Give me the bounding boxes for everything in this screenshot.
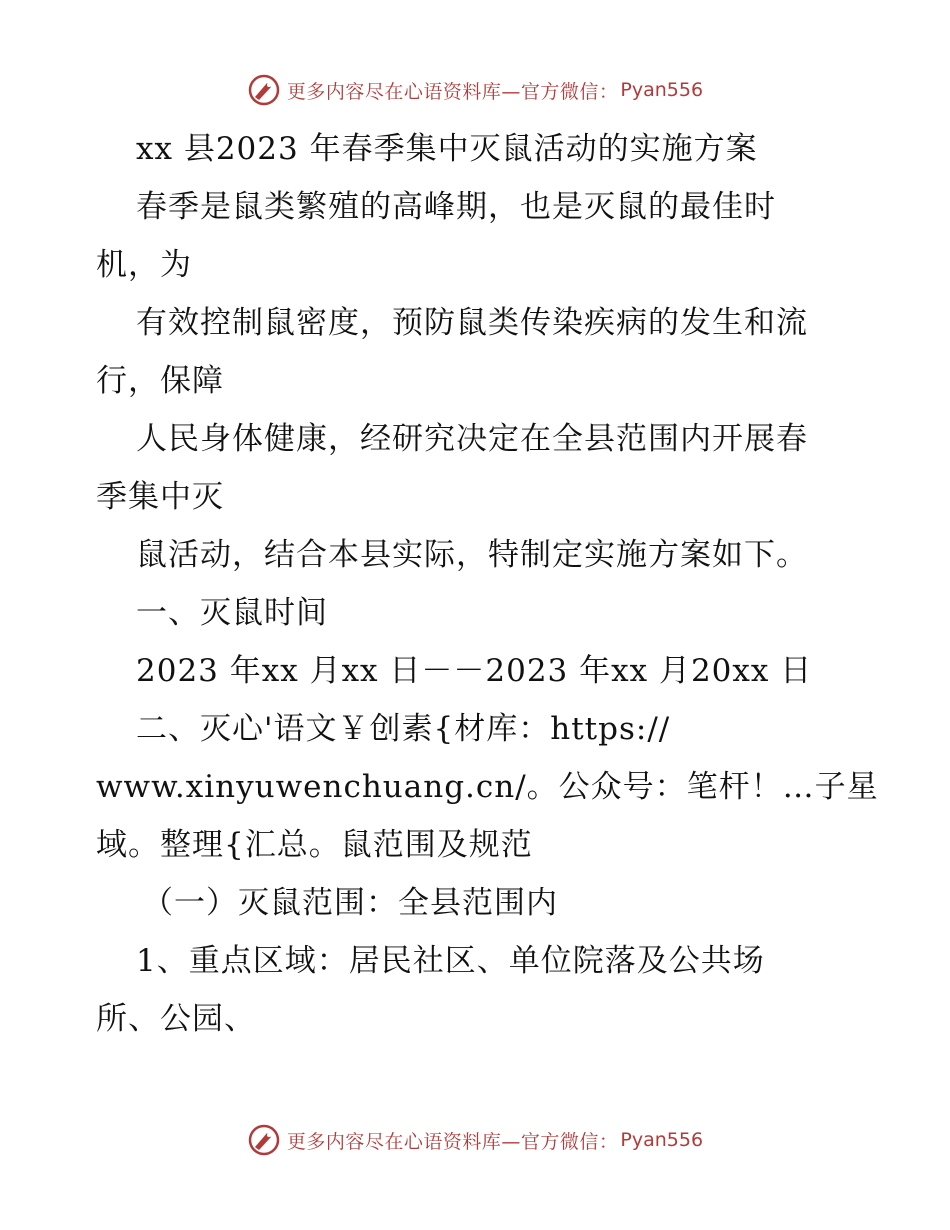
text-line: 所、公园、 (96, 1001, 256, 1037)
section-heading: 一、灭鼠时间 (136, 595, 328, 631)
text-line: 机，为 (96, 247, 192, 283)
pen-nib-icon (247, 1123, 281, 1157)
text-line: 鼠活动，结合本县实际，特制定实施方案如下。 (136, 537, 808, 573)
text-line: 春季是鼠类繁殖的高峰期，也是灭鼠的最佳时 (136, 189, 776, 225)
watermark-text: 更多内容尽在心语资料库—官方微信： (286, 1130, 619, 1153)
watermark-wechat-id: Pyan556 (620, 1129, 704, 1151)
section-heading: 二、灭心'语文￥创素{材库：https:// (136, 711, 671, 747)
text-line: 行，保障 (96, 363, 224, 399)
text-line: 季集中灭 (96, 479, 224, 515)
text-line: 域。整理{汇总。鼠范围及规范 (96, 827, 533, 863)
text-line: www.xinyuwenchuang.cn/。公众号：笔杆！…子星 (96, 769, 879, 805)
text-line: 2023 年xx 月xx 日－－2023 年xx 月20xx 日 (136, 653, 813, 689)
footer-watermark (0, 1120, 950, 1160)
text-line: 人民身体健康，经研究决定在全县范围内开展春 (136, 421, 808, 457)
pen-nib-icon (247, 73, 281, 107)
watermark-text: 更多内容尽在心语资料库—官方微信： (286, 80, 619, 103)
document-title: xx 县2023 年春季集中灭鼠活动的实施方案 (136, 131, 758, 167)
watermark-wechat-id: Pyan556 (620, 79, 704, 101)
subsection-heading: （一）灭鼠范围：全县范围内 (142, 885, 558, 921)
document-body (96, 120, 879, 1048)
header-watermark (0, 70, 950, 110)
text-line: 1、重点区域：居民社区、单位院落及公共场 (136, 943, 765, 979)
text-line: 有效控制鼠密度，预防鼠类传染疾病的发生和流 (136, 305, 808, 341)
